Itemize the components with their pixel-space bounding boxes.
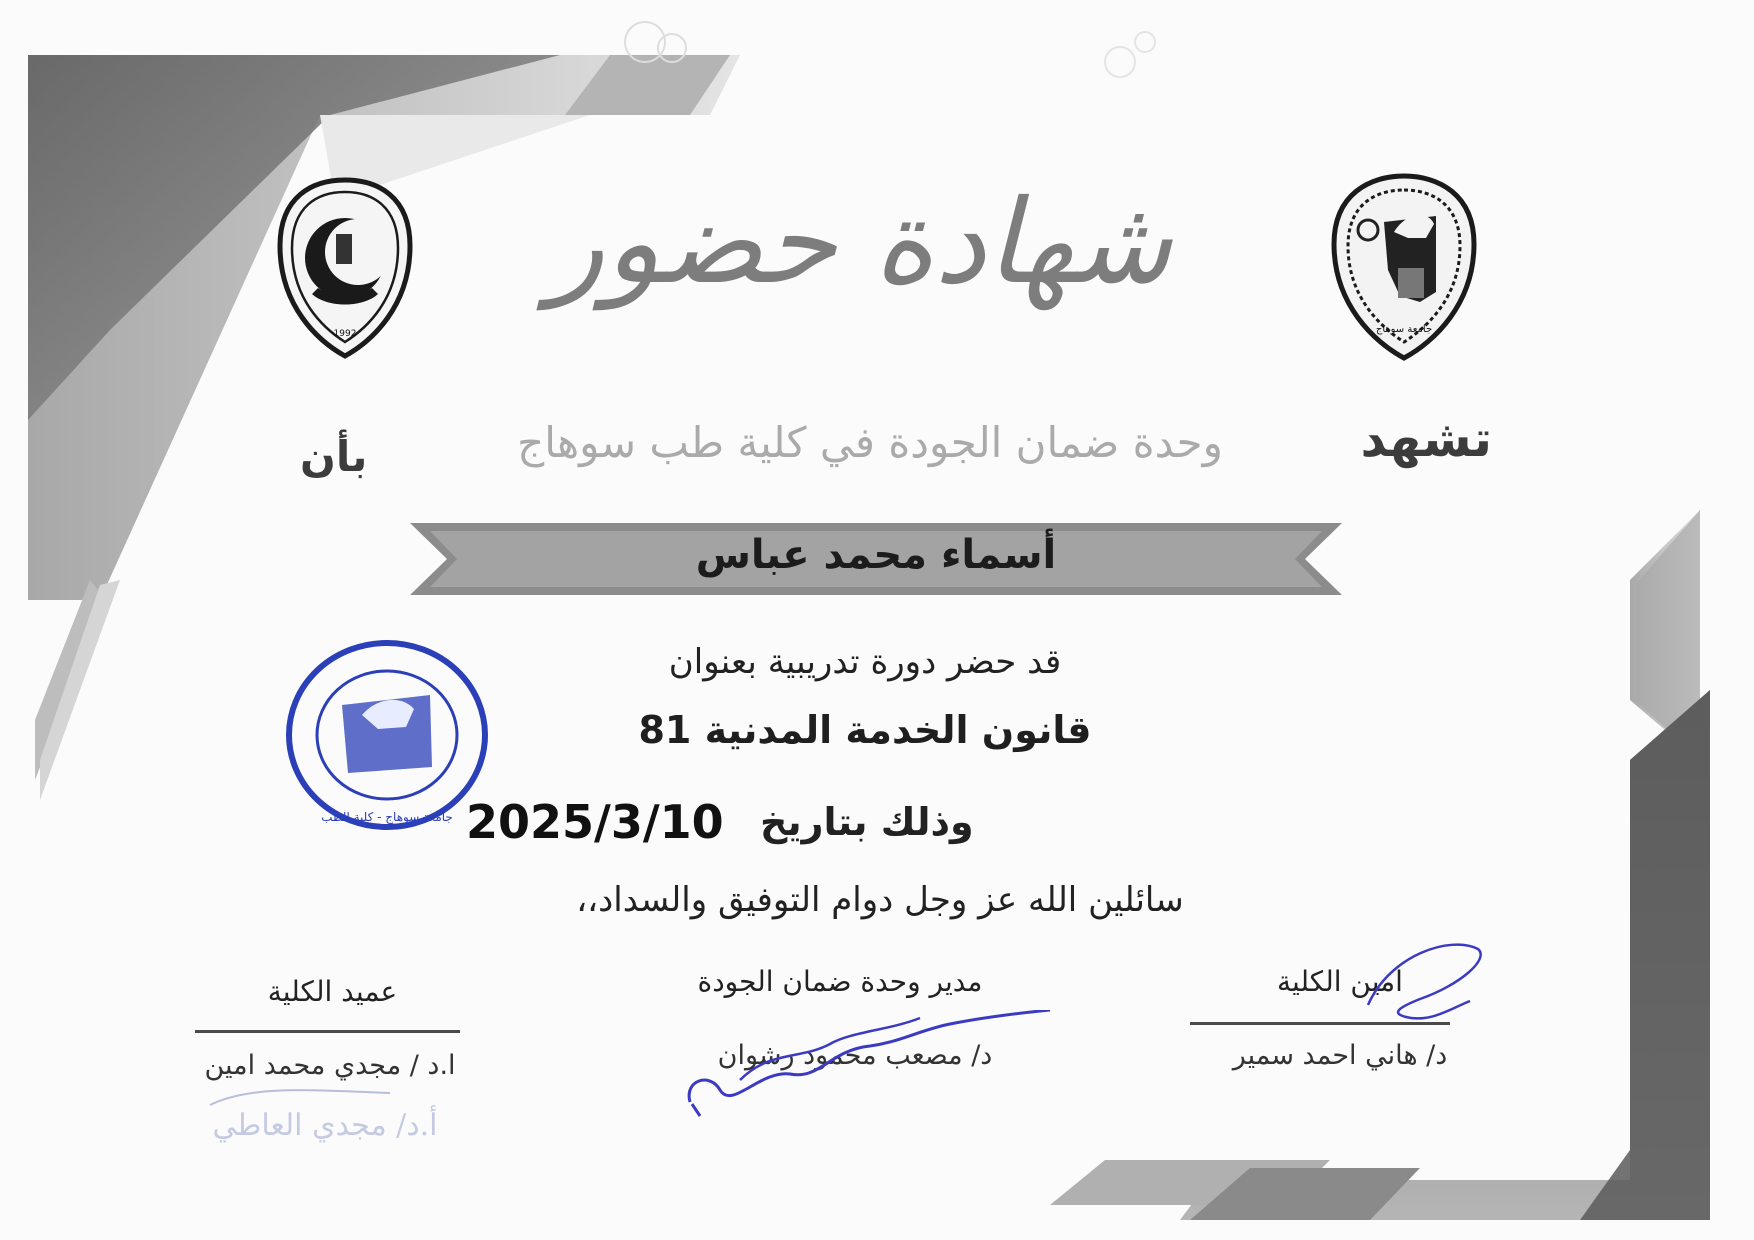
secretary-signature — [1360, 925, 1490, 1035]
quality-director-name: د/ مصعب محمود رشوان — [717, 1040, 993, 1071]
faculty-of-medicine-logo — [272, 176, 418, 360]
quality-director-signature — [680, 1010, 1060, 1120]
closing-line: سائلين الله عز وجل دوام التوفيق والسداد،، — [576, 880, 1184, 920]
svg-text:أ.د/ مجدي العاطي: أ.د/ مجدي العاطي — [212, 1108, 438, 1143]
date-value: 2025/3/10 — [466, 795, 724, 849]
svg-text:جامعة سوهاج - كلية الطب: جامعة سوهاج - كلية الطب — [321, 810, 453, 824]
secretary-title: امين الكلية — [1277, 965, 1403, 998]
date-label: وذلك بتاريخ — [760, 800, 974, 844]
issuing-unit: وحدة ضمان الجودة في كلية طب سوهاج — [517, 418, 1223, 467]
quality-director-title: مدير وحدة ضمان الجودة — [697, 965, 983, 998]
sohag-university-logo — [1328, 172, 1480, 362]
svg-text:1992: 1992 — [333, 329, 357, 339]
course-title: قانون الخدمة المدنية 81 — [638, 708, 1092, 752]
secretary-name: د/ هاني احمد سمير — [1232, 1040, 1448, 1071]
recipient-name: أسماء محمد عباس — [695, 532, 1057, 578]
page-title: شهادة حضور — [548, 175, 1172, 310]
official-stamp — [282, 635, 492, 835]
that-word: بأن — [300, 432, 368, 481]
svg-text:جامعة سوهاج: جامعة سوهاج — [1375, 324, 1433, 335]
dean-signature — [190, 1075, 460, 1175]
attests-word: تشهد — [1360, 410, 1492, 468]
dean-name: ا.د / مجدي محمد امين — [204, 1050, 456, 1081]
dean-signature-line — [195, 1030, 460, 1033]
dean-title: عميد الكلية — [267, 975, 398, 1008]
attended-line: قد حضر دورة تدريبية بعنوان — [668, 642, 1062, 682]
